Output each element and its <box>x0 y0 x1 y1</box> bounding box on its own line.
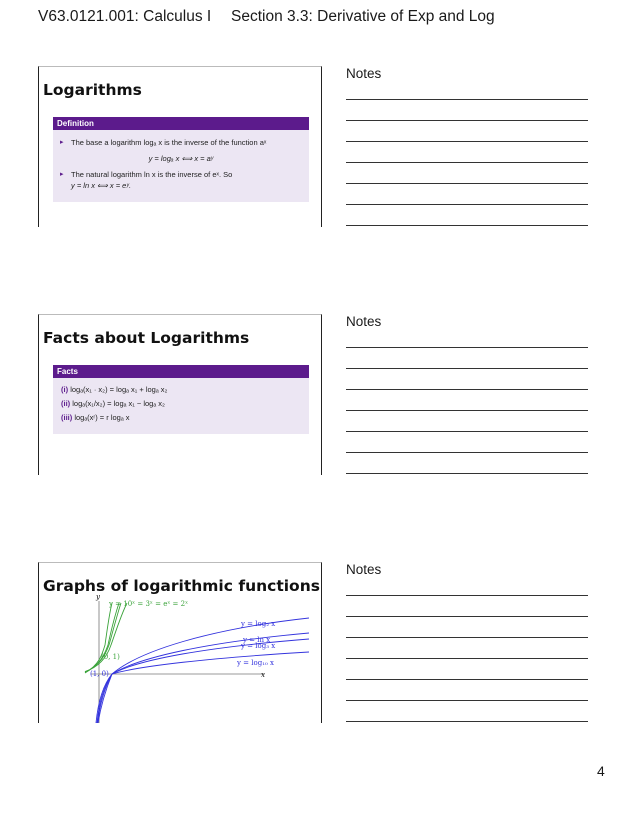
facts-block <box>53 365 309 434</box>
definition-block <box>53 117 309 202</box>
fact-text: logₐ(x₁ · x₂) = logₐ x₁ + logₐ x₂ <box>70 385 168 394</box>
block-title: Facts <box>53 365 309 378</box>
block-title: Definition <box>53 117 309 130</box>
note-line <box>346 183 588 184</box>
note-line <box>346 616 588 617</box>
note-line <box>346 141 588 142</box>
log10-label: y = log₁₀ x <box>237 659 274 667</box>
note-line <box>346 368 588 369</box>
x-axis-label: x <box>261 671 265 679</box>
note-line <box>346 679 588 680</box>
note-line <box>346 225 588 226</box>
slide-logarithms <box>38 66 322 227</box>
fact-text: logₐ(xʳ) = r logₐ x <box>74 413 130 422</box>
point-0-1-label: (0, 1) <box>101 653 120 661</box>
note-line <box>346 658 588 659</box>
note-line <box>346 700 588 701</box>
ln-curve <box>97 633 309 723</box>
fact-text: logₐ(x₁/x₂) = logₐ x₁ − logₐ x₂ <box>72 399 165 408</box>
note-line <box>346 347 588 348</box>
exp-curves-label: y = 10ˣ = 3ˣ = eˣ = 2ˣ <box>109 600 189 608</box>
bullet-natural-log <box>59 169 303 191</box>
note-line <box>346 721 588 722</box>
note-line <box>346 637 588 638</box>
bullet-base-a <box>59 137 303 148</box>
fact-item <box>61 398 303 410</box>
note-line <box>346 595 588 596</box>
fact-item <box>61 412 303 424</box>
block-body <box>53 378 309 434</box>
bullet-text: The natural logarithm ln x is the inverse of eˣ. So <box>71 170 233 179</box>
point-1-0-label: (1, 0) <box>90 670 109 678</box>
note-line <box>346 452 588 453</box>
notes-label: Notes <box>346 562 382 577</box>
y-axis-label: y <box>96 593 100 601</box>
notes-area-2[interactable] <box>346 314 381 329</box>
note-line <box>346 99 588 100</box>
slide-facts-about-logarithms <box>38 314 322 475</box>
note-line <box>346 162 588 163</box>
block-body <box>53 130 309 202</box>
bullet-equation: y = ln x ⟺ x = eʸ. <box>71 181 132 190</box>
slide-graphs-of-logarithmic-functions <box>38 562 322 723</box>
notes-area-1[interactable] <box>346 66 381 81</box>
log3-label: y = log₃ x <box>241 642 276 650</box>
note-line <box>346 410 588 411</box>
slide-title: Logarithms <box>43 81 142 99</box>
slide-title: Facts about Logarithms <box>43 329 250 347</box>
note-line <box>346 473 588 474</box>
fact-item <box>61 384 303 396</box>
fact-number: (i) <box>61 385 69 394</box>
course-title: V63.0121.001: Calculus I <box>38 8 212 25</box>
section-title: Section 3.3: Derivative of Exp and Log <box>231 8 495 25</box>
bullet-text: The base a logarithm logₐ x is the inverse of the function aˣ <box>71 138 267 147</box>
note-line <box>346 389 588 390</box>
note-line <box>346 120 588 121</box>
log2-label: y = log₂ x <box>241 620 276 628</box>
note-line <box>346 204 588 205</box>
notes-area-3[interactable] <box>346 562 381 577</box>
definition-equation: y = logₐ x ⟺ x = aʸ <box>148 154 214 163</box>
log3-curve <box>98 639 310 723</box>
log-graphs-figure <box>39 563 321 723</box>
fact-number: (ii) <box>61 399 71 408</box>
notes-label: Notes <box>346 314 382 329</box>
page-number: 4 <box>597 763 605 779</box>
fact-number: (iii) <box>61 413 73 422</box>
note-line <box>346 431 588 432</box>
notes-label: Notes <box>346 66 382 81</box>
ln-label: y = ln x <box>243 636 271 644</box>
slide-title: Graphs of logarithmic functions <box>43 577 320 595</box>
